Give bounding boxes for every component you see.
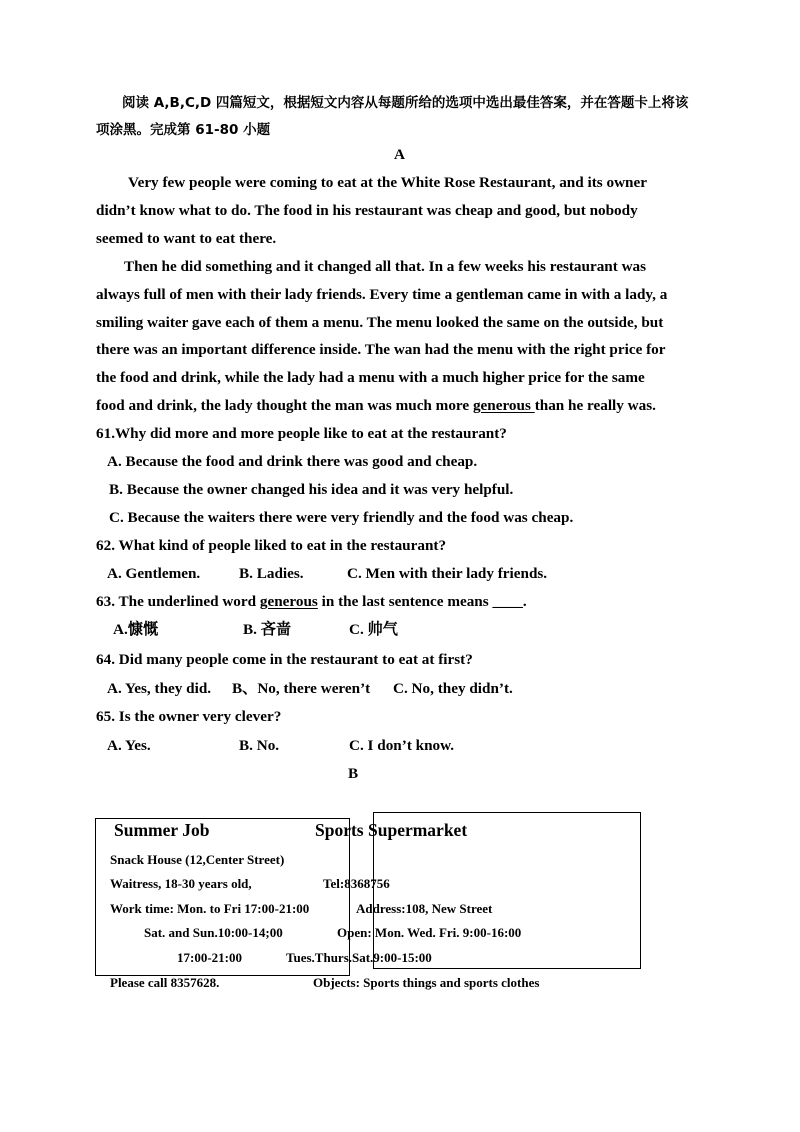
question-61-option-b: B. Because the owner changed his idea and it was very helpful.: [109, 481, 514, 498]
sports-supermarket-open-hours: Open: Mon. Wed. Fri. 9:00-16:00: [337, 925, 522, 940]
question-63-stem-after: in the last sentence means ____.: [317, 593, 527, 610]
summer-job-position: Waitress, 18-30 years old,: [110, 876, 252, 891]
question-63-option-a: [113, 622, 158, 637]
underlined-word-generous: generous: [472, 397, 535, 414]
summer-job-evening-hours: 17:00-21:00: [177, 950, 242, 965]
passage-a-line: the food and drink, while the lady had a menu with a much higher price for the same: [96, 369, 645, 386]
summer-job-call: Please call 8357628.: [110, 975, 220, 990]
passage-a-last-line-after: than he really was.: [534, 397, 656, 414]
passage-a-line: always full of men with their lady friends. Every time a gentleman came in with a lady, a: [96, 286, 668, 303]
sports-supermarket-address: Address:108, New Street: [356, 901, 493, 916]
summer-job-weekend-hours: Sat. and Sun.10:00-14;00: [144, 925, 283, 940]
question-64-option-a: A. Yes, they did.: [107, 680, 212, 697]
passage-a-last-line-before: food and drink, the lady thought the man was much more: [96, 397, 473, 414]
summer-job-title: Summer Job: [114, 820, 210, 840]
passage-a-line: seemed to want to eat there.: [96, 230, 277, 247]
question-62-option-a: A. Gentlemen.: [107, 565, 201, 582]
question-64-option-c: C. No, they didn’t.: [393, 680, 513, 697]
question-65-option-c: C. I don’t know.: [349, 737, 455, 754]
question-61-option-a: A. Because the food and drink there was good and cheap.: [107, 453, 478, 470]
question-63-option-b: B. 吝啬: [243, 621, 292, 638]
passage-a-line: Very few people were coming to eat at the White Rose Restaurant, and its owner: [128, 174, 647, 191]
question-62-option-c: C. Men with their lady friends.: [347, 565, 548, 582]
sports-supermarket-objects: Objects: Sports things and sports clothes: [313, 975, 540, 990]
question-62-stem: 62. What kind of people liked to eat in the restaurant?: [96, 537, 447, 554]
passage-b-heading: B: [348, 765, 359, 782]
question-63-stem: [96, 594, 527, 609]
question-63-option-c: C. 帅气: [349, 621, 398, 638]
sports-supermarket-title: Sports Supermarket: [315, 820, 468, 840]
sports-supermarket-tel: Tel:8368756: [323, 876, 390, 891]
instructions-line-1: 阅读 A,B,C,D 四篇短文，根据短文内容从每题所给的选项中选出最佳答案，并在答题卡上将该: [122, 95, 689, 111]
sports-supermarket-open-hours-2: Tues.Thurs.Sat.9:00-15:00: [286, 950, 432, 965]
question-61-stem: 61.Why did more and more people like to eat at the restaurant?: [96, 425, 507, 442]
question-65-option-b: B. No.: [239, 737, 280, 754]
question-65-option-a: A. Yes.: [107, 737, 151, 754]
summer-job-work-time: Work time: Mon. to Fri 17:00-21:00: [110, 901, 310, 916]
question-64-stem: 64. Did many people come in the restaurant to eat at first?: [96, 651, 473, 668]
question-62-option-b: B. Ladies.: [239, 565, 304, 582]
question-63-option-a-text: A.慷慨: [113, 621, 159, 638]
passage-a-last-line: [96, 398, 656, 413]
question-64-option-b: B、No, there weren’t: [232, 680, 371, 697]
passage-a-line: didn’t know what to do. The food in his restaurant was cheap and good, but nobody: [96, 202, 638, 219]
question-63-stem-before: 63. The underlined word: [96, 593, 260, 610]
passage-a-line: Then he did something and it changed all that. In a few weeks his restaurant was: [124, 258, 647, 275]
passage-a-line: smiling waiter gave each of them a menu. The menu looked the same on the outside, but: [96, 314, 664, 331]
passage-a-line: there was an important difference inside. The wan had the menu with the right price for: [96, 341, 666, 358]
instructions-line-2: 项涂黑。完成第 61-80 小题: [96, 122, 271, 138]
question-61-option-c: C. Because the waiters there were very friendly and the food was cheap.: [109, 509, 574, 526]
question-63-underlined-word: generous: [259, 593, 318, 610]
summer-job-place: Snack House (12,Center Street): [110, 852, 285, 867]
passage-a-heading: A: [394, 146, 405, 163]
question-65-stem: 65. Is the owner very clever?: [96, 708, 282, 725]
